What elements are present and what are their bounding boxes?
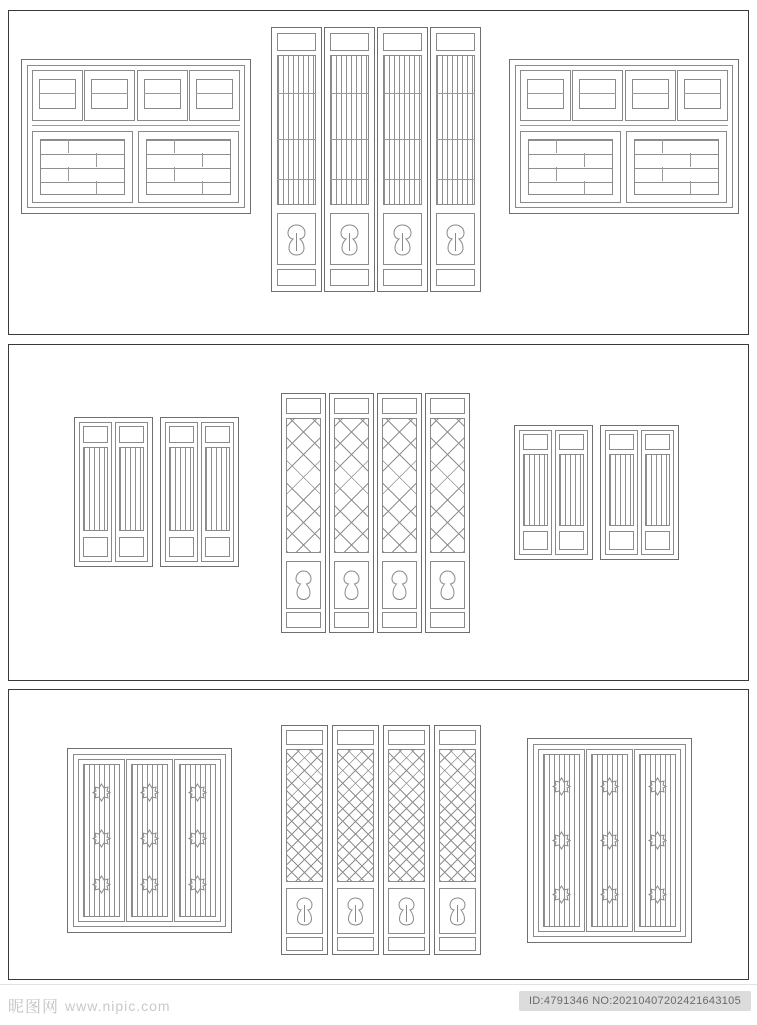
leaf-3-head [609,434,634,450]
leaf-4-head [205,426,230,443]
pane-top-3-inner [632,79,669,109]
figure-right-double-casement [514,425,679,560]
floral-motif-icon [187,874,208,895]
brick-stagger-1 [556,139,557,153]
figure-center-4panel-screen-circle-lattice [281,393,471,633]
leaf-1-head [523,434,548,450]
leaf-3-lattice [609,454,634,526]
floral-motif-icon [139,828,160,849]
panel-3-head [388,730,425,745]
panel-4-head [430,398,465,414]
floral-motif-icon [647,830,668,851]
brick-stagger-5 [174,139,175,153]
panel-4-head [436,33,475,51]
floral-motif-icon [91,828,112,849]
brick-stagger-2 [96,153,97,167]
watermark-url: www.nipic.com [65,997,171,1014]
panel-4-foot [439,937,476,951]
panel-3-lattice [382,418,417,553]
panel-4-head [439,730,476,745]
ruyi-motif-icon [291,568,316,603]
floral-motif-icon [647,776,668,797]
panel-4-rail-b [436,139,475,140]
panel-3-head [383,33,422,51]
ruyi-motif-icon [335,221,364,259]
panel-1-rail-c [277,179,316,180]
leaf-4-head [645,434,670,450]
drawing-band-2 [8,344,749,681]
figure-left-window-6pane [21,59,251,214]
leaf-4-foot [645,531,670,550]
panel-4-rail-a [436,93,475,94]
panel-2-foot [337,937,374,951]
leaf-3-head [169,426,194,443]
floral-motif-icon [91,874,112,895]
brick-stagger-3 [68,167,69,181]
ruyi-motif-icon [435,568,460,603]
ruyi-motif-icon [342,895,369,928]
panel-1-rail-a [277,93,316,94]
panel-2-rail-a [330,93,369,94]
pane-bottom-right-lattice [634,139,719,195]
leaf-4-lattice [205,447,230,531]
leaf-1-head [83,426,108,443]
brick-stagger-2 [584,153,585,167]
leaf-2-head [119,426,144,443]
panel-4-lattice [436,55,475,205]
panel-3-rail-a [383,93,422,94]
panel-2-rail-c [330,179,369,180]
floral-motif-icon [187,828,208,849]
panel-2-foot [330,269,369,286]
panel-1-lattice [286,749,323,882]
figure-center-4panel-screen-vertical-lattice [271,27,481,292]
pane-top-2-inner [91,79,128,109]
panel-3-rail-c [383,179,422,180]
panel-4-lattice [439,749,476,882]
drawing-band-1 [8,10,749,335]
pane-top-1-rail [39,93,76,94]
pane-top-4-rail [196,93,233,94]
watermark-site-name: 昵图网 [8,999,60,1016]
drawing-band-3 [8,689,749,980]
leaf-1-foot [523,531,548,550]
figure-right-three-panel-window [527,738,692,943]
pane-top-3-rail [144,93,181,94]
figure-center-4panel-screen-diagonal-lattice [281,725,481,955]
pane-top-1-rail [527,93,564,94]
panel-3-head [382,398,417,414]
mid-rail [520,125,728,126]
pane-bottom-left-lattice [528,139,613,195]
floral-motif-icon [139,782,160,803]
pane-top-1-inner [39,79,76,109]
panel-4-foot [436,269,475,286]
panel-1-lattice [277,55,316,205]
panel-3-foot [383,269,422,286]
panel-4-foot [430,612,465,628]
panel-3-rail-b [383,139,422,140]
panel-2-head [330,33,369,51]
panel-3-lattice [388,749,425,882]
figure-left-double-casement [74,417,239,567]
figure-right-window-6pane [509,59,739,214]
brick-stagger-5 [662,139,663,153]
leaf-2-foot [559,531,584,550]
pane-bottom-right-lattice [146,139,231,195]
ruyi-motif-icon [441,221,470,259]
panel-3-foot [388,937,425,951]
panel-1-foot [286,937,323,951]
floral-motif-icon [551,830,572,851]
brick-stagger-7 [174,167,175,181]
floral-motif-icon [139,874,160,895]
brick-stagger-8 [202,181,203,195]
leaf-1-lattice [83,447,108,531]
leaf-3-foot [169,537,194,557]
pane-top-2-rail [91,93,128,94]
pane-top-3-rail [632,93,669,94]
leaf-1-lattice [523,454,548,526]
ruyi-motif-icon [393,895,420,928]
panel-1-lattice [286,418,321,553]
pane-top-3-inner [144,79,181,109]
pane-top-2-rail [579,93,616,94]
mid-rail [32,125,240,126]
brick-stagger-1 [68,139,69,153]
brick-stagger-8 [690,181,691,195]
panel-2-lattice [334,418,369,553]
floral-motif-icon [599,884,620,905]
leaf-2-foot [119,537,144,557]
watermark [8,994,171,1017]
ruyi-motif-icon [282,221,311,259]
ruyi-motif-icon [444,895,471,928]
panel-2-head [334,398,369,414]
pane-top-4-rail [684,93,721,94]
brick-stagger-4 [96,181,97,195]
brick-stagger-3 [556,167,557,181]
panel-4-rail-c [436,179,475,180]
panel-1-head [286,398,321,414]
panel-3-foot [382,612,417,628]
panel-1-rail-b [277,139,316,140]
leaf-1-foot [83,537,108,557]
figure-left-three-panel-window [67,748,232,933]
ruyi-motif-icon [291,895,318,928]
floral-motif-icon [599,830,620,851]
pane-top-1-inner [527,79,564,109]
panel-1-foot [286,612,321,628]
brick-stagger-7 [662,167,663,181]
ruyi-motif-icon [387,568,412,603]
leaf-2-lattice [119,447,144,531]
brick-stagger-6 [202,153,203,167]
asset-id-badge: ID:4791346 NO:20210407202421643105 [519,991,751,1011]
leaf-4-foot [205,537,230,557]
panel-2-foot [334,612,369,628]
leaf-4-lattice [645,454,670,526]
panel-2-head [337,730,374,745]
brick-stagger-6 [690,153,691,167]
pane-top-2-inner [579,79,616,109]
leaf-2-lattice [559,454,584,526]
floral-motif-icon [551,776,572,797]
pane-top-4-inner [684,79,721,109]
pane-bottom-left-lattice [40,139,125,195]
panel-2-lattice [337,749,374,882]
panel-1-foot [277,269,316,286]
panel-2-rail-b [330,139,369,140]
leaf-2-head [559,434,584,450]
panel-2-lattice [330,55,369,205]
pane-top-4-inner [196,79,233,109]
floral-motif-icon [647,884,668,905]
ruyi-motif-icon [388,221,417,259]
panel-3-lattice [383,55,422,205]
leaf-3-lattice [169,447,194,531]
leaf-3-foot [609,531,634,550]
brick-stagger-4 [584,181,585,195]
panel-1-head [286,730,323,745]
floral-motif-icon [551,884,572,905]
panel-1-head [277,33,316,51]
floral-motif-icon [599,776,620,797]
floral-motif-icon [91,782,112,803]
floral-motif-icon [187,782,208,803]
panel-4-lattice [430,418,465,553]
ruyi-motif-icon [339,568,364,603]
